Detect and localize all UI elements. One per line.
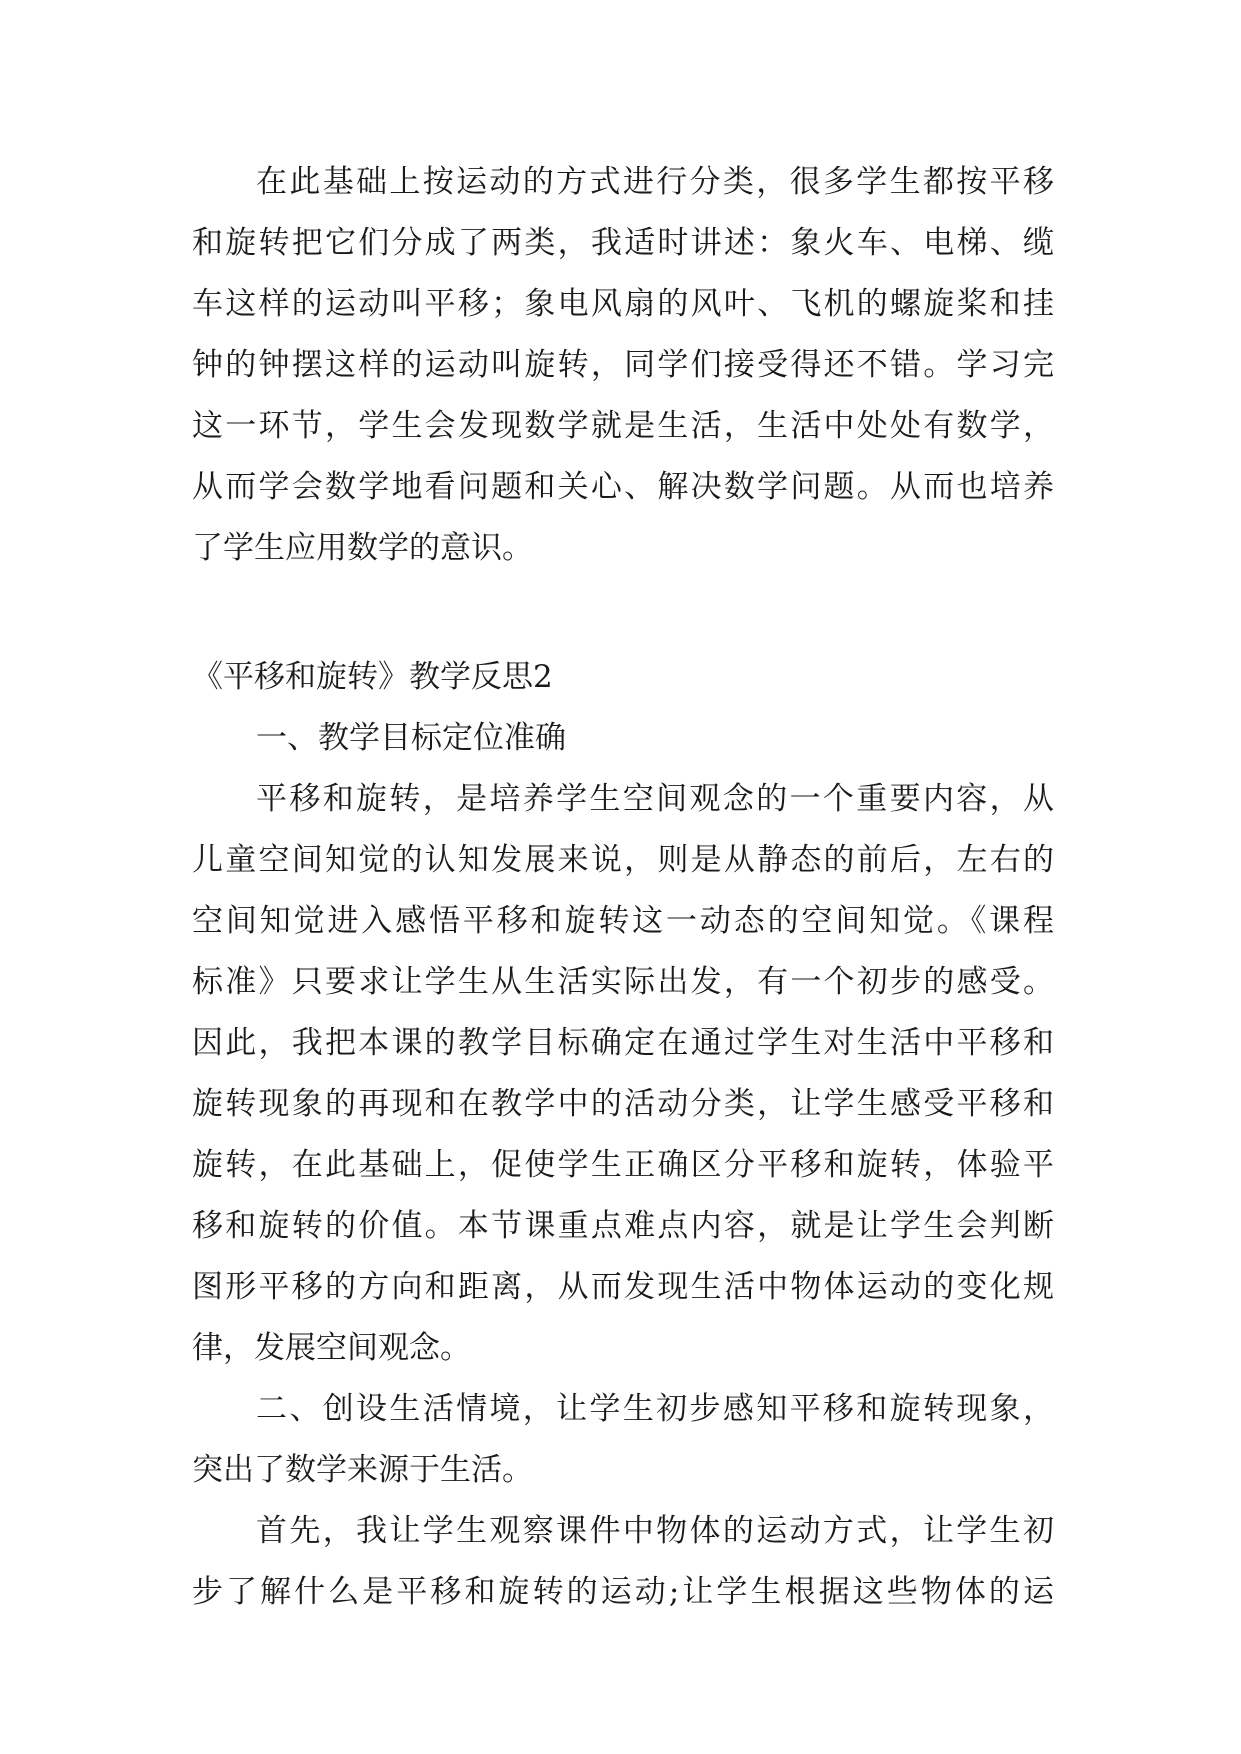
- text-line: 了学生应用数学的意识。: [192, 530, 533, 566]
- text-line: 空间知觉进入感悟平移和旋转这一动态的空间知觉。《课程: [192, 903, 1054, 939]
- text-line: 步了解什么是平移和旋转的运动;让学生根据这些物体的运: [192, 1574, 1054, 1610]
- section-heading: 一、教学目标定位准确: [256, 720, 566, 756]
- text-line: 旋转现象的再现和在教学中的活动分类，让学生感受平移和: [192, 1086, 1054, 1122]
- text-line: 儿童空间知觉的认知发展来说，则是从静态的前后，左右的: [192, 842, 1054, 878]
- text-line: 首先，我让学生观察课件中物体的运动方式，让学生初: [256, 1513, 1054, 1549]
- text-line: 因此，我把本课的教学目标确定在通过学生对生活中平移和: [192, 1025, 1054, 1061]
- text-line: 标准》只要求让学生从生活实际出发，有一个初步的感受。: [192, 964, 1054, 1000]
- text-line: 从而学会数学地看问题和关心、解决数学问题。从而也培养: [192, 469, 1054, 505]
- text-line: 和旋转把它们分成了两类，我适时讲述：象火车、电梯、缆: [192, 225, 1054, 261]
- text-line: 钟的钟摆这样的运动叫旋转，同学们接受得还不错。学习完: [192, 347, 1054, 383]
- section-heading: [192, 1379, 1054, 1501]
- text-line: 二、创设生活情境，让学生初步感知平移和旋转现象，: [256, 1391, 1054, 1427]
- paragraph: [192, 769, 1054, 1379]
- paragraph: [192, 1501, 1054, 1623]
- text-line: 移和旋转的价值。本节课重点难点内容，就是让学生会判断: [192, 1208, 1054, 1244]
- text-line: 突出了数学来源于生活。: [192, 1452, 533, 1488]
- text-line: 这一环节，学生会发现数学就是生活，生活中处处有数学，: [192, 408, 1054, 444]
- section-gap: [192, 579, 1054, 647]
- text-line: 车这样的运动叫平移；象电风扇的风叶、飞机的螺旋桨和挂: [192, 286, 1054, 322]
- paragraph: [192, 152, 1054, 579]
- text-line: 平移和旋转，是培养学生空间观念的一个重要内容，从: [256, 781, 1054, 817]
- document-body: [192, 152, 1054, 1623]
- text-line: 图形平移的方向和距离，从而发现生活中物体运动的变化规: [192, 1269, 1054, 1305]
- text-line: 旋转，在此基础上，促使学生正确区分平移和旋转，体验平: [192, 1147, 1054, 1183]
- text-line: 律，发展空间观念。: [192, 1330, 471, 1366]
- text-line: 在此基础上按运动的方式进行分类，很多学生都按平移: [256, 164, 1054, 200]
- section-title: 《平移和旋转》教学反思2: [192, 659, 553, 695]
